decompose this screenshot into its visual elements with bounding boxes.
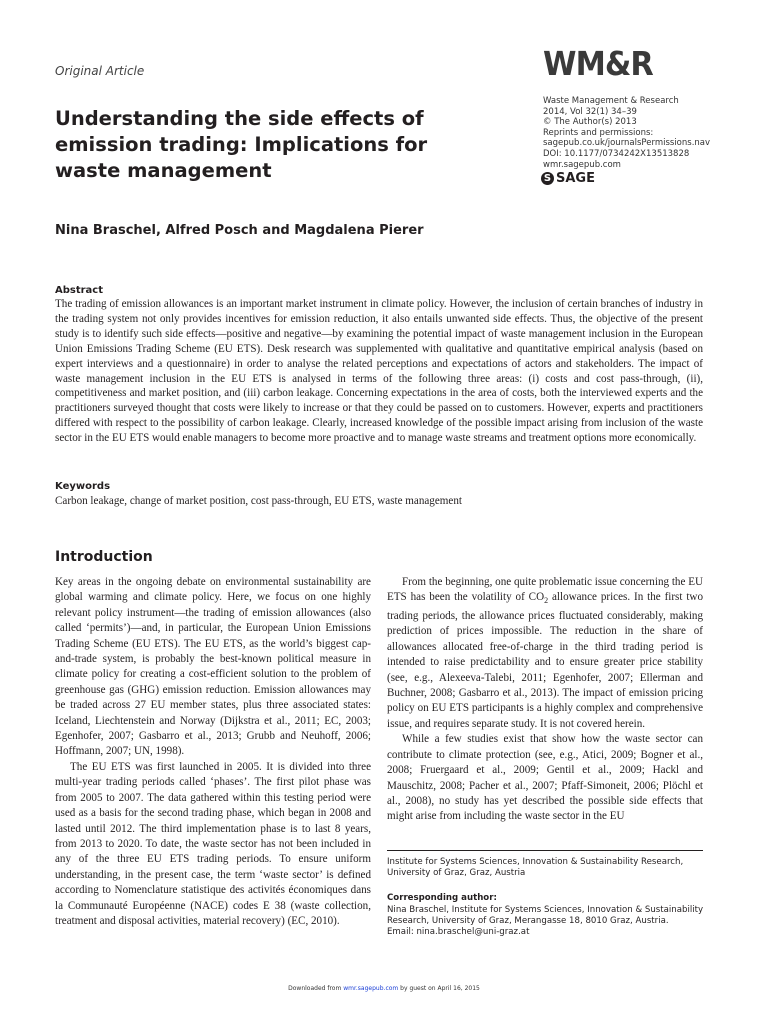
download-footer	[0, 985, 768, 992]
corresponding-text: Nina Braschel, Institute for Systems Sciences, Innovation & Sustainability Research, University of Graz, Merangasse 18, 8010 Graz, Austria.	[387, 905, 704, 926]
journal-info	[543, 96, 753, 170]
right-column	[387, 575, 703, 825]
subscript: 2	[544, 596, 549, 606]
journal-volume: 2014, Vol 32(1) 34–39	[543, 106, 637, 117]
corresponding-author	[387, 905, 707, 938]
permissions-link[interactable]: sagepub.co.uk/journalsPermissions.nav	[543, 138, 711, 149]
reprints-label: Reprints and permissions:	[543, 127, 654, 138]
paragraph-text: allowance prices. In the first two trading periods, the allowance prices fluctuated considerably, making prediction of prices impossible. The reduction in the share of allowances allocated free-of-charge in the third trading period is intended to raise predictability and to ensure greater price stability (see, e.g., Alexeeva-Talebi, 2011; Egenhofer, 2007; Ellerman and Buchner, 2008; Gasbarro et al., 2013). The impact of emission pricing policy on EU ETS participants is a highly complex and comprehensive issue, and requires separate study. It is not covered herein.	[387, 591, 703, 730]
journal-url[interactable]: wmr.sagepub.com	[543, 159, 621, 170]
article-title: Understanding the side effects of emission trading: Implications for waste management	[55, 107, 428, 182]
journal-name: Waste Management & Research	[543, 96, 679, 106]
authors: Nina Braschel, Alfred Posch and Magdalena Pierer	[55, 223, 424, 238]
paragraph: While a few studies exist that show how the waste sector can contribute to climate protection (see, e.g., Atici, 2009; Bogner et al., 2008; Fruergaard et al., 2009; Gentil et al., 2009; Hackl and Mauschitz, 2008; Pacher et al., 2007; Pfaff-Simoneit, 2006; Plöchl et al., 2008), no study has yet described the possible side effects that might arise from including the waste sector in the EU	[387, 733, 703, 823]
keywords-heading: Keywords	[55, 481, 111, 492]
publisher-logo	[541, 171, 595, 186]
keywords-text: Carbon leakage, change of market position, cost pass-through, EU ETS, waste management	[55, 495, 462, 507]
divider	[387, 850, 703, 851]
doi[interactable]: DOI: 10.1177/0734242X13513828	[543, 148, 690, 159]
journal-logo: WM&R	[543, 44, 653, 83]
paragraph: Key areas in the ongoing debate on environmental sustainability are global warming and climate policy. Here, we focus on one highly relevant policy instrument—the trading of emission allowances (also called ‘permits’)—and, in particular, the European Union Emissions Trading Scheme (EU ETS). The EU ETS, as the world’s biggest cap-and-trade system, is probably the best-known political measure in climate policy for creating a cost-efficient solution to the problem of greenhouse gas (GHG) emission reduction. Emission allowances may be traded across 27 EU member states, plus three associated states: Iceland, Liechtenstein and Norway (Dijkstra et al., 2011; EC, 2003; Egenhofer, 2007; Gasbarro et al., 2013; Grubb and Neuhoff, 2006; Hoffmann, 2007; UN, 1998).	[55, 576, 371, 758]
publisher-name: SAGE	[556, 171, 595, 186]
paragraph: The EU ETS was first launched in 2005. It is divided into three multi-year trading periods called ‘phases’. The first pilot phase was from 2005 to 2007. The data gathered within this testing period were used as a basis for the second trading phase, which began in 2008 and lasted until 2012. The third implementation phase is to last 8 years, from 2013 to 2020. To date, the waste sector has not been included in any of the three EU ETS trading periods. To ensure uniform understanding, in the present case, the term ‘waste sector’ is defined according to Nomenclature statistique des activités économiques dans la Communauté Européenne (NACE) codes E 38 (waste collection, treatment and disposal activities, material recovery) (EC, 2010).	[55, 760, 371, 927]
affiliation: Institute for Systems Sciences, Innovation & Sustainability Research, University of Graz, Graz, Austria	[387, 857, 684, 878]
footer-suffix: by guest on April 16, 2015	[398, 985, 480, 992]
corresponding-heading: Corresponding author:	[387, 893, 497, 903]
abstract-text: The trading of emission allowances is an important market instrument in climate policy. However, the inclusion of certain branches of industry in the trading system not only provides incentives for emission reduction, it also entails unwanted side effects. Thus, the objective of the present study is to identify such side effects—positive and negative—by examining the potential impact of waste management inclusion in the European Union Emissions Trading Scheme (EU ETS). Desk research was supplemented with qualitative and quantitative empirical analysis (based on expert interviews and a questionnaire) in order to analyse the related perceptions and expectations of actors and stakeholders. The impact of waste management inclusion in the EU ETS is analysed in terms of the following three areas: (i) costs and cost pass-through, (ii), competitiveness and market position, and (iii) carbon leakage. Concerning expectations in the area of costs, both the interviewed experts and the practitioners surveyed thought that costs were likely to increase or that they could be passed on to customers. However, experts and practitioners differed with respect to the possibility of carbon leakage. Clearly, increased knowledge of the possible impact arising from inclusion of the waste sector in the EU ETS would enable managers to become more proactive and to manage waste streams and treatment options more economically.	[55, 298, 703, 445]
left-column	[55, 575, 371, 929]
copyright: © The Author(s) 2013	[543, 117, 637, 128]
footer-link[interactable]: wmr.sagepub.com	[343, 985, 399, 992]
sage-icon: S	[541, 172, 554, 185]
introduction-heading: Introduction	[55, 549, 153, 565]
paragraph-text: From the beginning, one quite problematic issue concerning the EU ETS has been the volatility of CO	[387, 576, 703, 604]
abstract-heading: Abstract	[55, 285, 104, 296]
paragraph	[387, 575, 703, 732]
footer-prefix: Downloaded from	[288, 985, 344, 992]
article-type: Original Article	[55, 64, 145, 78]
email[interactable]: Email: nina.braschel@uni-graz.at	[387, 927, 530, 937]
